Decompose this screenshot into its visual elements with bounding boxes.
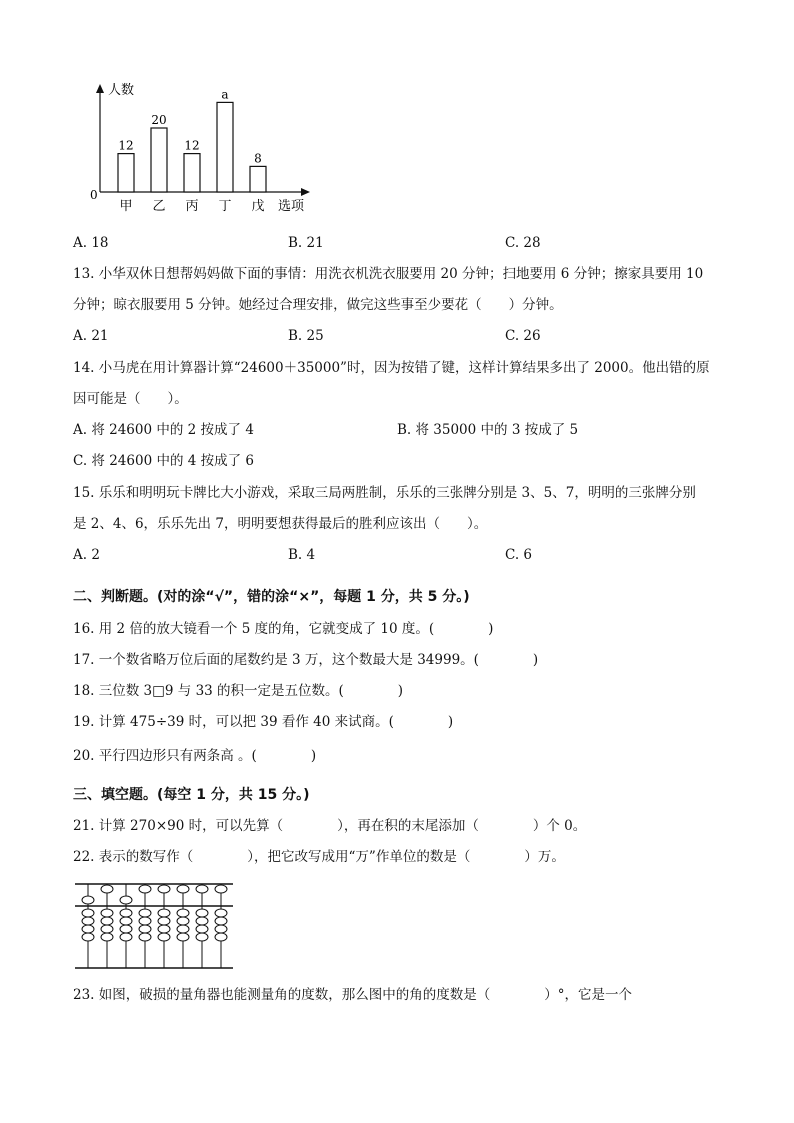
abacus-lower-bead-0-3 bbox=[82, 933, 94, 941]
q14-option-a[interactable]: A. 将 24600 中的 2 按成了 4 bbox=[73, 422, 254, 438]
bar-0 bbox=[118, 154, 134, 192]
q19: 19. 计算 475÷39 时，可以把 39 看作 40 来试商。( ) bbox=[73, 714, 454, 730]
abacus bbox=[73, 880, 237, 972]
abacus-upper-bead-1 bbox=[101, 885, 113, 893]
q12-option-a[interactable]: A. 18 bbox=[73, 235, 109, 251]
q20: 20. 平行四边形只有两条高 。( ) bbox=[73, 748, 317, 764]
section-2-heading: 二、判断题。(对的涂“√”，错的涂“×”，每题 1 分，共 5 分。) bbox=[73, 589, 470, 605]
bar-label-3: a bbox=[221, 87, 229, 102]
q15-line1: 15. 乐乐和明明玩卡牌比大小游戏，采取三局两胜制，乐乐的三张牌分别是 3、5、7，明明的三张牌分别 bbox=[73, 485, 696, 501]
abacus-lower-bead-0-1 bbox=[82, 917, 94, 925]
y-axis-arrow bbox=[96, 84, 104, 93]
q16: 16. 用 2 倍的放大镜看一个 5 度的角，它就变成了 10 度。( ) bbox=[73, 621, 494, 637]
abacus-lower-bead-2-1 bbox=[120, 917, 132, 925]
abacus-lower-bead-3-2 bbox=[139, 925, 151, 933]
q12-option-c[interactable]: C. 28 bbox=[505, 235, 541, 251]
abacus-lower-bead-7-0 bbox=[215, 909, 227, 917]
bar-label-4: 8 bbox=[254, 151, 262, 166]
bar-4 bbox=[250, 166, 266, 192]
bar-label-2: 12 bbox=[184, 138, 200, 153]
abacus-upper-bead-5 bbox=[177, 885, 189, 893]
x-axis-arrow bbox=[301, 188, 310, 196]
category-label-2: 丙 bbox=[185, 199, 199, 214]
category-label-1: 乙 bbox=[152, 199, 166, 214]
abacus-lower-bead-7-2 bbox=[215, 925, 227, 933]
bar-2 bbox=[184, 154, 200, 192]
abacus-lower-bead-4-1 bbox=[158, 917, 170, 925]
abacus-lower-bead-6-2 bbox=[196, 925, 208, 933]
abacus-upper-bead-7 bbox=[215, 885, 227, 893]
abacus-lower-bead-3-1 bbox=[139, 917, 151, 925]
q14-option-b[interactable]: B. 将 35000 中的 3 按成了 5 bbox=[397, 422, 579, 438]
abacus-lower-bead-7-3 bbox=[215, 933, 227, 941]
abacus-lower-bead-6-0 bbox=[196, 909, 208, 917]
section-3-heading: 三、填空题。(每空 1 分，共 15 分。) bbox=[73, 787, 310, 803]
abacus-lower-bead-7-1 bbox=[215, 917, 227, 925]
abacus-lower-bead-2-2 bbox=[120, 925, 132, 933]
abacus-lower-bead-1-1 bbox=[101, 917, 113, 925]
abacus-lower-bead-6-1 bbox=[196, 917, 208, 925]
q15-line2: 是 2、4、6，乐乐先出 7，明明要想获得最后的胜利应该出（ ）。 bbox=[73, 516, 488, 532]
abacus-lower-bead-3-3 bbox=[139, 933, 151, 941]
q12-option-b[interactable]: B. 21 bbox=[288, 235, 324, 251]
abacus-lower-bead-1-2 bbox=[101, 925, 113, 933]
q15-option-b[interactable]: B. 4 bbox=[288, 547, 316, 563]
q15-option-a[interactable]: A. 2 bbox=[73, 547, 100, 563]
abacus-lower-bead-1-0 bbox=[101, 909, 113, 917]
q15-option-c[interactable]: C. 6 bbox=[505, 547, 533, 563]
q21: 21. 计算 270×90 时，可以先算（ ），再在积的末尾添加（ ）个 0。 bbox=[73, 818, 587, 834]
bar-chart bbox=[80, 80, 320, 215]
abacus-upper-bead-6 bbox=[196, 885, 208, 893]
abacus-lower-bead-3-0 bbox=[139, 909, 151, 917]
q13-option-a[interactable]: A. 21 bbox=[73, 328, 109, 344]
abacus-lower-bead-0-2 bbox=[82, 925, 94, 933]
abacus-upper-bead-4 bbox=[158, 885, 170, 893]
abacus-lower-bead-4-2 bbox=[158, 925, 170, 933]
abacus-lower-bead-5-1 bbox=[177, 917, 189, 925]
q13-option-b[interactable]: B. 25 bbox=[288, 328, 324, 344]
q14-line2: 因可能是（ ）。 bbox=[73, 391, 188, 407]
q17: 17. 一个数省略万位后面的尾数约是 3 万，这个数最大是 34999。( ) bbox=[73, 652, 539, 668]
abacus-lower-bead-4-0 bbox=[158, 909, 170, 917]
abacus-upper-bead-3 bbox=[139, 885, 151, 893]
y-axis-label: 人数 bbox=[108, 83, 135, 98]
q13-option-c[interactable]: C. 26 bbox=[505, 328, 541, 344]
abacus-lower-bead-5-0 bbox=[177, 909, 189, 917]
abacus-lower-bead-1-3 bbox=[101, 933, 113, 941]
bar-1 bbox=[151, 128, 167, 192]
abacus-lower-bead-2-0 bbox=[120, 909, 132, 917]
origin-label: 0 bbox=[90, 188, 98, 202]
abacus-lower-bead-4-3 bbox=[158, 933, 170, 941]
abacus-upper-bead-0 bbox=[82, 896, 94, 904]
category-label-4: 戊 bbox=[251, 199, 265, 214]
bar-3 bbox=[217, 102, 233, 192]
q13-line1: 13. 小华双休日想帮妈妈做下面的事情：用洗衣机洗衣服要用 20 分钟；扫地要用 6 分钟；擦家具要用 10 bbox=[73, 266, 704, 282]
q23: 23. 如图，破损的量角器也能测量角的度数，那么图中的角的度数是（ ）°，它是一个 bbox=[73, 987, 633, 1003]
abacus-lower-bead-6-3 bbox=[196, 933, 208, 941]
category-label-3: 丁 bbox=[218, 199, 232, 214]
q13-line2: 分钟；晾衣服要用 5 分钟。她经过合理安排，做完这些事至少要花（ ）分钟。 bbox=[73, 297, 563, 313]
bar-label-0: 12 bbox=[118, 138, 134, 153]
q18: 18. 三位数 3□9 与 33 的积一定是五位数。( ) bbox=[73, 683, 404, 699]
q22: 22. 表示的数写作（ ），把它改写成用“万”作单位的数是（ ）万。 bbox=[73, 849, 565, 865]
q14-line1: 14. 小马虎在用计算器计算“24600＋35000”时，因为按错了键，这样计算结果多出了 2000。他出错的原 bbox=[73, 360, 710, 376]
abacus-lower-bead-2-3 bbox=[120, 933, 132, 941]
bar-label-1: 20 bbox=[151, 113, 167, 127]
category-label-0: 甲 bbox=[119, 199, 133, 214]
abacus-lower-bead-5-2 bbox=[177, 925, 189, 933]
x-axis-label: 选项 bbox=[278, 199, 305, 214]
abacus-upper-bead-2 bbox=[120, 896, 132, 904]
q14-option-c[interactable]: C. 将 24600 中的 4 按成了 6 bbox=[73, 453, 255, 469]
abacus-lower-bead-0-0 bbox=[82, 909, 94, 917]
abacus-lower-bead-5-3 bbox=[177, 933, 189, 941]
